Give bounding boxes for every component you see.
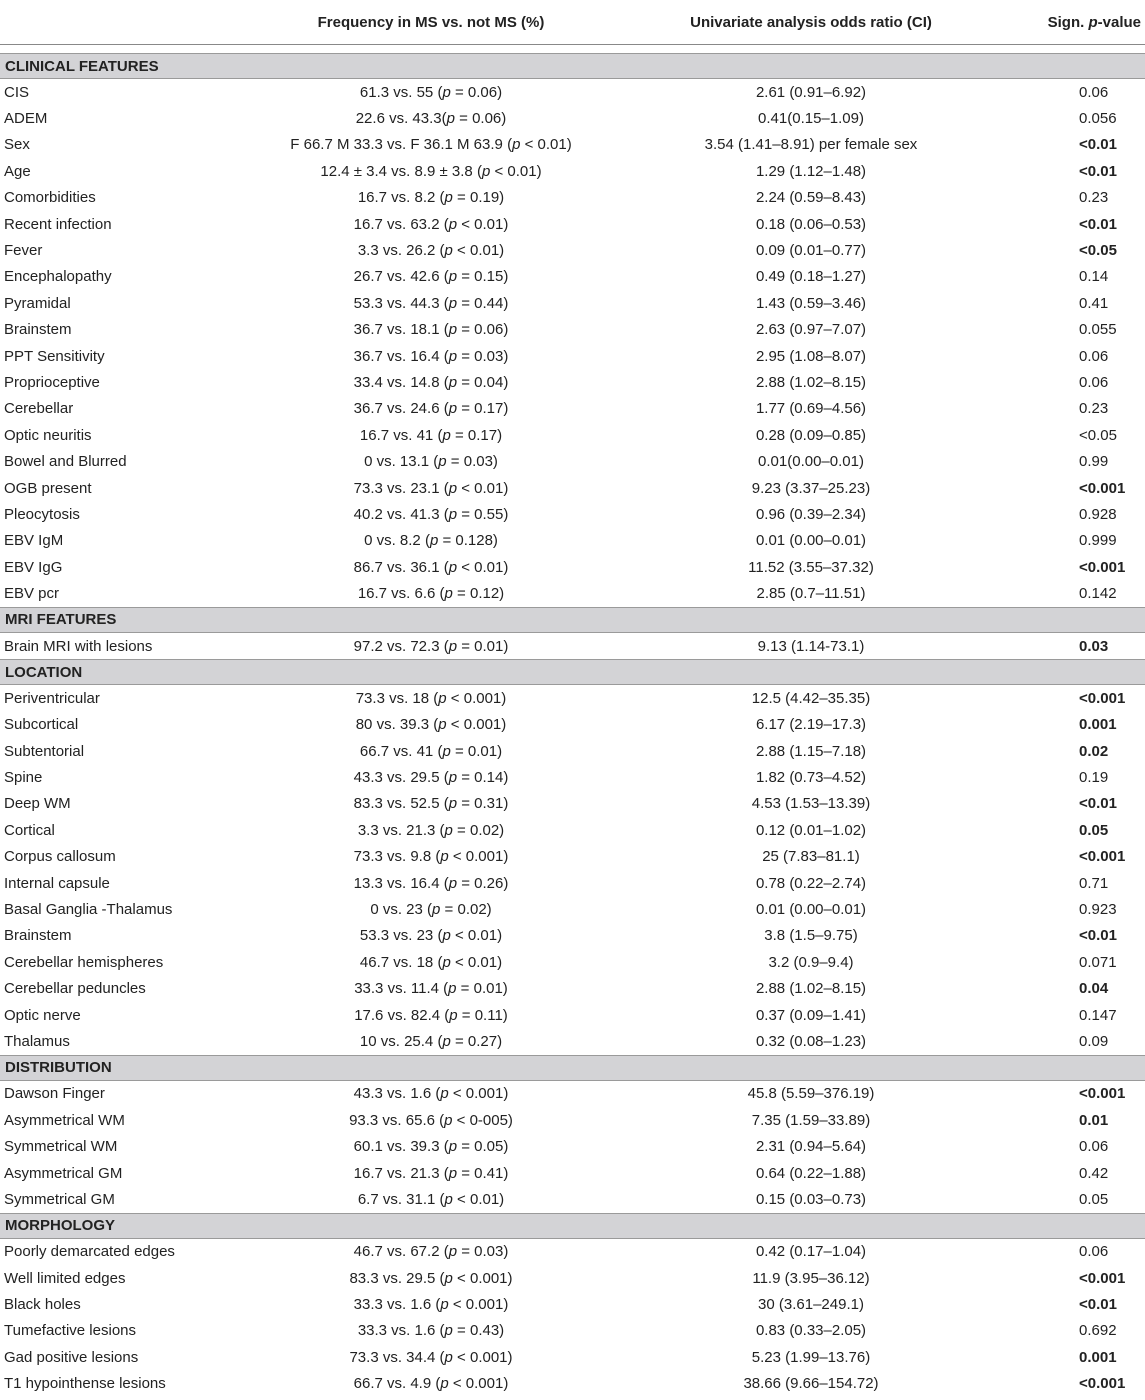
p-value: 0.06: [1079, 373, 1109, 391]
feature-name: Brainstem: [4, 927, 72, 945]
p-value: <0.001: [1079, 1375, 1126, 1393]
table-row: [0, 896, 1145, 922]
frequency-value: 97.2 vs. 72.3 (p = 0.01): [353, 637, 509, 655]
table-row: [0, 422, 1145, 448]
frequency-value: 22.6 vs. 43.3(p = 0.06): [355, 110, 507, 128]
feature-name: EBV IgG: [4, 558, 63, 576]
frequency-value: 16.7 vs. 8.2 (p = 0.19): [357, 189, 505, 207]
frequency-value: 16.7 vs. 6.6 (p = 0.12): [357, 585, 505, 603]
odds-ratio-value: 1.82 (0.73–4.52): [755, 769, 867, 787]
table-row: [0, 764, 1145, 790]
table-row: [0, 501, 1145, 527]
p-value: 0.001: [1079, 716, 1117, 734]
frequency-value: 66.7 vs. 41 (p = 0.01): [359, 742, 503, 760]
odds-ratio-value: 3.2 (0.9–9.4): [768, 953, 854, 971]
table-row: [0, 264, 1145, 290]
table-row: [0, 1133, 1145, 1159]
p-value: <0.001: [1079, 1269, 1126, 1287]
table-row: [0, 290, 1145, 316]
table-row: [0, 1186, 1145, 1213]
odds-ratio-value: 0.18 (0.06–0.53): [755, 215, 867, 233]
table-row: [0, 448, 1145, 474]
odds-ratio-value: 0.32 (0.08–1.23): [755, 1032, 867, 1050]
odds-ratio-value: 0.42 (0.17–1.04): [755, 1243, 867, 1261]
table-row: [0, 685, 1145, 712]
p-value: 0.41: [1079, 294, 1109, 312]
section-header: [0, 1213, 1145, 1238]
odds-ratio-value: 5.23 (1.99–13.76): [751, 1348, 871, 1366]
frequency-value: 83.3 vs. 29.5 (p < 0.001): [349, 1269, 513, 1287]
table-header: [0, 0, 1145, 45]
odds-ratio-value: 9.23 (3.37–25.23): [751, 479, 871, 497]
odds-ratio-value: 45.8 (5.59–376.19): [747, 1085, 875, 1103]
header-gap: [0, 45, 1145, 54]
odds-ratio-value: 12.5 (4.42–35.35): [751, 689, 871, 707]
odds-ratio-value: 38.66 (9.66–154.72): [743, 1375, 879, 1393]
table-row: [0, 1080, 1145, 1107]
feature-name: Thalamus: [4, 1032, 70, 1050]
feature-name: Well limited edges: [4, 1269, 126, 1287]
table-row: [0, 976, 1145, 1002]
p-value: 0.999: [1079, 532, 1117, 550]
header-frequency: Frequency in MS vs. not MS (%): [215, 0, 647, 45]
frequency-value: 36.7 vs. 16.4 (p = 0.03): [353, 347, 509, 365]
table-row: [0, 1002, 1145, 1028]
p-value: 0.09: [1079, 1032, 1109, 1050]
p-value: 0.03: [1079, 637, 1109, 655]
p-value: <0.001: [1079, 689, 1126, 707]
p-value: 0.06: [1079, 1138, 1109, 1156]
table-row: [0, 1318, 1145, 1344]
feature-name: PPT Sensitivity: [4, 347, 105, 365]
feature-name: Comorbidities: [4, 189, 96, 207]
p-value: 0.71: [1079, 874, 1109, 892]
odds-ratio-value: 4.53 (1.53–13.39): [751, 795, 871, 813]
odds-ratio-value: 9.13 (1.14-73.1): [757, 637, 865, 655]
table-row: [0, 554, 1145, 580]
feature-name: Periventricular: [4, 689, 100, 707]
feature-name: Symmetrical WM: [4, 1138, 118, 1156]
feature-name: Recent infection: [4, 215, 112, 233]
p-value: <0.01: [1079, 215, 1117, 233]
feature-name: T1 hypointhense lesions: [4, 1375, 166, 1393]
table-row: [0, 211, 1145, 237]
header-sig-prefix: Sign.: [1047, 13, 1089, 31]
frequency-value: 16.7 vs. 41 (p = 0.17): [359, 426, 503, 444]
frequency-value: 43.3 vs. 1.6 (p < 0.001): [353, 1085, 509, 1103]
table-row: [0, 1291, 1145, 1317]
table-row: [0, 791, 1145, 817]
frequency-value: F 66.7 M 33.3 vs. F 36.1 M 63.9 (p < 0.01): [290, 136, 572, 154]
feature-name: OGB present: [4, 479, 92, 497]
feature-name: Cortical: [4, 821, 55, 839]
header-odds-ratio: Univariate analysis odds ratio (CI): [647, 0, 975, 45]
frequency-value: 73.3 vs. 23.1 (p < 0.01): [353, 479, 509, 497]
frequency-value: 33.4 vs. 14.8 (p = 0.04): [353, 373, 509, 391]
p-value: <0.05: [1079, 242, 1117, 260]
odds-ratio-value: 0.83 (0.33–2.05): [755, 1322, 867, 1340]
frequency-value: 61.3 vs. 55 (p = 0.06): [359, 83, 503, 101]
frequency-value: 93.3 vs. 65.6 (p < 0-005): [349, 1111, 513, 1129]
feature-name: Pyramidal: [4, 294, 71, 312]
feature-name: Optic nerve: [4, 1006, 81, 1024]
table-row: [0, 817, 1145, 843]
feature-name: Corpus callosum: [4, 848, 116, 866]
p-value: <0.001: [1079, 558, 1126, 576]
odds-ratio-value: 0.96 (0.39–2.34): [755, 505, 867, 523]
p-value: 0.19: [1079, 769, 1109, 787]
frequency-value: 3.3 vs. 26.2 (p < 0.01): [357, 242, 505, 260]
odds-ratio-value: 0.01 (0.00–0.01): [755, 901, 867, 919]
table-row: [0, 1107, 1145, 1133]
odds-ratio-value: 30 (3.61–249.1): [758, 1296, 864, 1314]
feature-name: Internal capsule: [4, 874, 110, 892]
feature-name: EBV pcr: [4, 585, 60, 603]
feature-name: Tumefactive lesions: [4, 1322, 136, 1340]
table-row: [0, 79, 1145, 106]
feature-name: Symmetrical GM: [4, 1190, 115, 1208]
feature-name: Spine: [4, 769, 43, 787]
odds-ratio-value: 11.9 (3.95–36.12): [752, 1269, 870, 1287]
feature-name: Poorly demarcated edges: [4, 1243, 175, 1261]
p-value: 0.071: [1079, 953, 1117, 971]
header-sig-p: p: [1088, 13, 1098, 31]
table-row: [0, 1265, 1145, 1291]
table-row: [0, 185, 1145, 211]
p-value: <0.01: [1079, 1296, 1117, 1314]
odds-ratio-value: 2.88 (1.15–7.18): [755, 742, 867, 760]
p-value: <0.01: [1079, 162, 1117, 180]
feature-name: Black holes: [4, 1296, 81, 1314]
frequency-value: 80 vs. 39.3 (p < 0.001): [355, 716, 507, 734]
frequency-value: 86.7 vs. 36.1 (p < 0.01): [353, 558, 509, 576]
p-value: 0.23: [1079, 189, 1109, 207]
feature-name: Proprioceptive: [4, 373, 100, 391]
table-row: [0, 712, 1145, 738]
frequency-value: 6.7 vs. 31.1 (p < 0.01): [357, 1190, 505, 1208]
frequency-value: 46.7 vs. 67.2 (p = 0.03): [353, 1243, 509, 1261]
frequency-value: 16.7 vs. 21.3 (p = 0.41): [353, 1164, 509, 1182]
frequency-value: 0 vs. 13.1 (p = 0.03): [364, 453, 498, 471]
section-header: [0, 54, 1145, 79]
section-title: MORPHOLOGY: [0, 1213, 1145, 1238]
feature-name: Sex: [4, 136, 30, 154]
table-row: [0, 105, 1145, 131]
odds-ratio-value: 0.49 (0.18–1.27): [755, 268, 867, 286]
frequency-value: 83.3 vs. 52.5 (p = 0.31): [353, 795, 509, 813]
table-row: [0, 343, 1145, 369]
odds-ratio-value: 11.52 (3.55–37.32): [748, 558, 874, 576]
odds-ratio-value: 1.43 (0.59–3.46): [755, 294, 867, 312]
frequency-value: 33.3 vs. 1.6 (p = 0.43): [357, 1322, 505, 1340]
table-row: [0, 738, 1145, 764]
odds-ratio-value: 0.15 (0.03–0.73): [755, 1190, 867, 1208]
p-value: <0.01: [1079, 927, 1117, 945]
feature-name: Dawson Finger: [4, 1085, 105, 1103]
table-row: [0, 949, 1145, 975]
odds-ratio-value: 3.54 (1.41–8.91) per female sex: [704, 136, 918, 154]
header-sig-suffix: -value: [1097, 13, 1141, 31]
frequency-value: 53.3 vs. 23 (p < 0.01): [359, 927, 503, 945]
p-value: 0.142: [1079, 585, 1117, 603]
frequency-value: 36.7 vs. 24.6 (p = 0.17): [353, 400, 509, 418]
table-row: [0, 632, 1145, 659]
feature-name: Age: [4, 162, 31, 180]
table-row: [0, 132, 1145, 158]
table-row: [0, 528, 1145, 554]
frequency-value: 16.7 vs. 63.2 (p < 0.01): [353, 215, 509, 233]
table-row: [0, 1238, 1145, 1265]
p-value: <0.01: [1079, 795, 1117, 813]
frequency-value: 73.3 vs. 18 (p < 0.001): [355, 689, 507, 707]
p-value: 0.055: [1079, 321, 1117, 339]
feature-name: Deep WM: [4, 795, 71, 813]
p-value: 0.99: [1079, 453, 1109, 471]
table-row: [0, 1344, 1145, 1370]
odds-ratio-value: 0.12 (0.01–1.02): [755, 821, 867, 839]
p-value: 0.02: [1079, 742, 1109, 760]
feature-name: Basal Ganglia -Thalamus: [4, 901, 173, 919]
feature-name: CIS: [4, 83, 30, 101]
section-title: CLINICAL FEATURES: [0, 54, 1145, 79]
p-value: 0.147: [1079, 1006, 1117, 1024]
odds-ratio-value: 0.01(0.00–0.01): [758, 453, 864, 471]
table-row: [0, 158, 1145, 184]
table-row: [0, 369, 1145, 395]
p-value: <0.001: [1079, 479, 1126, 497]
feature-name: EBV IgM: [4, 532, 64, 550]
p-value: 0.05: [1079, 821, 1109, 839]
frequency-value: 40.2 vs. 41.3 (p = 0.55): [353, 505, 509, 523]
p-value: 0.01: [1079, 1111, 1109, 1129]
frequency-value: 53.3 vs. 44.3 (p = 0.44): [353, 294, 509, 312]
p-value: 0.928: [1079, 505, 1117, 523]
feature-name: Asymmetrical GM: [4, 1164, 123, 1182]
section-title: LOCATION: [0, 660, 1145, 685]
odds-ratio-value: 2.88 (1.02–8.15): [755, 980, 867, 998]
feature-name: Gad positive lesions: [4, 1348, 139, 1366]
p-value: 0.05: [1079, 1190, 1109, 1208]
frequency-value: 13.3 vs. 16.4 (p = 0.26): [353, 874, 509, 892]
p-value: 0.056: [1079, 110, 1117, 128]
frequency-value: 33.3 vs. 11.4 (p = 0.01): [354, 980, 508, 998]
feature-name: Subtentorial: [4, 742, 85, 760]
p-value: 0.42: [1079, 1164, 1109, 1182]
frequency-value: 12.4 ± 3.4 vs. 8.9 ± 3.8 (p < 0.01): [320, 162, 542, 180]
frequency-value: 46.7 vs. 18 (p < 0.01): [359, 953, 503, 971]
table-row: [0, 475, 1145, 501]
feature-name: Brainstem: [4, 321, 72, 339]
feature-name: Brain MRI with lesions: [4, 637, 153, 655]
section-header: [0, 660, 1145, 685]
p-value: <0.05: [1079, 426, 1117, 444]
feature-name: Fever: [4, 242, 43, 260]
table-body: [0, 45, 1145, 1397]
odds-ratio-value: 2.24 (0.59–8.43): [755, 189, 867, 207]
p-value: 0.06: [1079, 347, 1109, 365]
feature-name: Cerebellar: [4, 400, 74, 418]
odds-ratio-value: 0.78 (0.22–2.74): [755, 874, 867, 892]
odds-ratio-value: 0.41(0.15–1.09): [758, 110, 864, 128]
feature-name: ADEM: [4, 110, 48, 128]
p-value: 0.923: [1079, 901, 1117, 919]
p-value: 0.06: [1079, 1243, 1109, 1261]
frequency-value: 73.3 vs. 9.8 (p < 0.001): [353, 848, 509, 866]
p-value: 0.06: [1079, 83, 1109, 101]
feature-name: Encephalopathy: [4, 268, 112, 286]
odds-ratio-value: 2.63 (0.97–7.07): [755, 321, 867, 339]
odds-ratio-value: 2.85 (0.7–11.51): [756, 585, 866, 603]
odds-ratio-value: 2.95 (1.08–8.07): [755, 347, 867, 365]
odds-ratio-value: 2.61 (0.91–6.92): [755, 83, 867, 101]
frequency-value: 26.7 vs. 42.6 (p = 0.15): [353, 268, 509, 286]
odds-ratio-value: 6.17 (2.19–17.3): [755, 716, 867, 734]
odds-ratio-value: 0.01 (0.00–0.01): [755, 532, 867, 550]
table-row: [0, 923, 1145, 949]
frequency-value: 33.3 vs. 1.6 (p < 0.001): [353, 1296, 509, 1314]
odds-ratio-value: 0.28 (0.09–0.85): [755, 426, 867, 444]
p-value: <0.001: [1079, 848, 1126, 866]
table-row: [0, 317, 1145, 343]
feature-name: Optic neuritis: [4, 426, 92, 444]
odds-ratio-value: 3.8 (1.5–9.75): [764, 927, 858, 945]
p-value: <0.001: [1079, 1085, 1126, 1103]
section-title: MRI FEATURES: [0, 607, 1145, 632]
odds-ratio-value: 2.31 (0.94–5.64): [755, 1138, 867, 1156]
frequency-value: 43.3 vs. 29.5 (p = 0.14): [353, 769, 509, 787]
frequency-value: 0 vs. 23 (p = 0.02): [370, 901, 492, 919]
frequency-value: 3.3 vs. 21.3 (p = 0.02): [357, 821, 505, 839]
feature-name: Cerebellar peduncles: [4, 980, 146, 998]
feature-name: Pleocytosis: [4, 505, 80, 523]
section-title: DISTRIBUTION: [0, 1055, 1145, 1080]
table-row: [0, 1160, 1145, 1186]
frequency-value: 36.7 vs. 18.1 (p = 0.06): [353, 321, 509, 339]
header-name: [0, 0, 215, 45]
odds-ratio-value: 2.88 (1.02–8.15): [755, 373, 867, 391]
feature-name: Bowel and Blurred: [4, 453, 127, 471]
frequency-value: 66.7 vs. 4.9 (p < 0.001): [353, 1375, 509, 1393]
feature-name: Subcortical: [4, 716, 79, 734]
table-row: [0, 844, 1145, 870]
odds-ratio-value: 1.29 (1.12–1.48): [755, 162, 867, 180]
p-value: 0.001: [1079, 1348, 1117, 1366]
table-row: [0, 237, 1145, 263]
header-significance: [975, 0, 1145, 45]
table-row: [0, 1028, 1145, 1055]
section-header: [0, 1055, 1145, 1080]
odds-ratio-value: 0.64 (0.22–1.88): [755, 1164, 867, 1182]
feature-name: Asymmetrical WM: [4, 1111, 125, 1129]
frequency-value: 10 vs. 25.4 (p = 0.27): [359, 1032, 503, 1050]
p-value: 0.23: [1079, 400, 1109, 418]
p-value: 0.692: [1079, 1322, 1117, 1340]
section-header: [0, 607, 1145, 632]
odds-ratio-value: 7.35 (1.59–33.89): [751, 1111, 871, 1129]
frequency-value: 60.1 vs. 39.3 (p = 0.05): [353, 1138, 509, 1156]
p-value: <0.01: [1079, 136, 1117, 154]
table-row: [0, 396, 1145, 422]
odds-ratio-value: 0.09 (0.01–0.77): [755, 242, 867, 260]
table-row: [0, 580, 1145, 607]
odds-ratio-value: 1.77 (0.69–4.56): [755, 400, 867, 418]
table-row: [0, 1371, 1145, 1397]
feature-name: Cerebellar hemispheres: [4, 953, 164, 971]
odds-ratio-value: 25 (7.83–81.1): [762, 848, 860, 866]
table-row: [0, 870, 1145, 896]
frequency-value: 73.3 vs. 34.4 (p < 0.001): [349, 1348, 513, 1366]
p-value: 0.14: [1079, 268, 1109, 286]
frequency-value: 0 vs. 8.2 (p = 0.128): [364, 532, 498, 550]
odds-ratio-value: 0.37 (0.09–1.41): [755, 1006, 867, 1024]
frequency-value: 17.6 vs. 82.4 (p = 0.11): [354, 1006, 508, 1024]
p-value: 0.04: [1079, 980, 1109, 998]
